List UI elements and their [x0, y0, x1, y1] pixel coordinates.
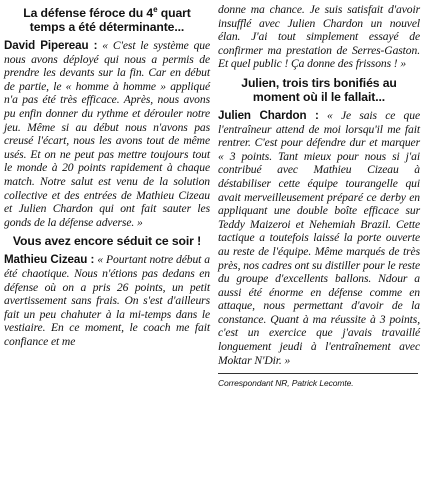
answer-text: « Je sais ce que l'entraîneur attend de moi lorsqu'il me fait rentrer. C'est pour défendre dur et marquer « 3 points. Tant mieux pour nous si j'ai contribué avec Mathieu Cizeau à déstabiliser cette équipe tourangelle qui avait merveilleusement préparé ce derby en appliquant une double boîte efficace sur Teddy Maizeroi et Nehemiah Brazil. Cette tactique a toutefois laissé la porte ouverte au reste de l'équipe. Même marqués de très près, nos cadres ont su distiller pour le reste du groupe d'excellents ballons. Ndour a aussi été énorme en défense comme en attaque, nous permettant d'avoir de la constance. Quant à ma réussite à 3 points, c'est un exercice que j'avais travaillé longuement jeudi à l'entraînement avec Moktar N'Dir. » [218, 108, 420, 367]
answer-chardon [218, 109, 420, 367]
left-column [4, 3, 210, 349]
speaker-name: Mathieu Cizeau : [4, 253, 95, 267]
right-column [218, 3, 420, 389]
answer-text: « Pourtant notre début a été chaotique. Nous n'étions pas dedans en défense où on a pris 26 points, un petit avertissement sans frais. On s'est d'ailleurs fait un peu chahuter à la mi-temps dans le vestiaire. En ce moment, le coach me fait confiance et me [4, 253, 211, 348]
question-defense: La défense féroce du 4e quart temps a été déterminante... [23, 5, 191, 35]
answer-cizeau-continued: donne ma chance. Je suis satisfait d'avoir insufflé avec Julien Chardon un nouvel élan. J'ai tout simplement essayé de confirmer ma prestation de Serres-Gaston. Et quel public ! Ça donne des frissons ! » [218, 3, 420, 71]
answer-pipereau [4, 39, 210, 229]
answer-cizeau [4, 253, 210, 348]
answer-text: « C'est le système que nous avons déployé qui nous a permis de prendre les devants sur la fin. Car en début de partie, le « homme à homme » appliqué n'a pas été très efficace. Après, nous avons pu enfin donner du rythme et dérouler notre jeu. Même si au début nous n'avons pas creusé l'écart, nous les avons tout de même usés. Et on ne peut pas mettre toujours tout le monde à 20 points rapidement à chaque match. Notre salut est venu de la solution collective et des entrées de Mathieu Cizeau et Julien Chardon qui ont fait sauter les gonds de la défense adverse. » [4, 39, 211, 229]
speaker-name: Julien Chardon : [218, 108, 319, 122]
question-seduit: Vous avez encore séduit ce soir ! [12, 234, 202, 249]
question-julien: Julien, trois tirs bonifiés au moment où il le fallait... [241, 75, 397, 104]
speaker-name: David Pipereau : [4, 39, 98, 53]
correspondent-credit: Correspondant NR, Patrick Lecomte. [218, 378, 354, 389]
divider [218, 373, 418, 374]
